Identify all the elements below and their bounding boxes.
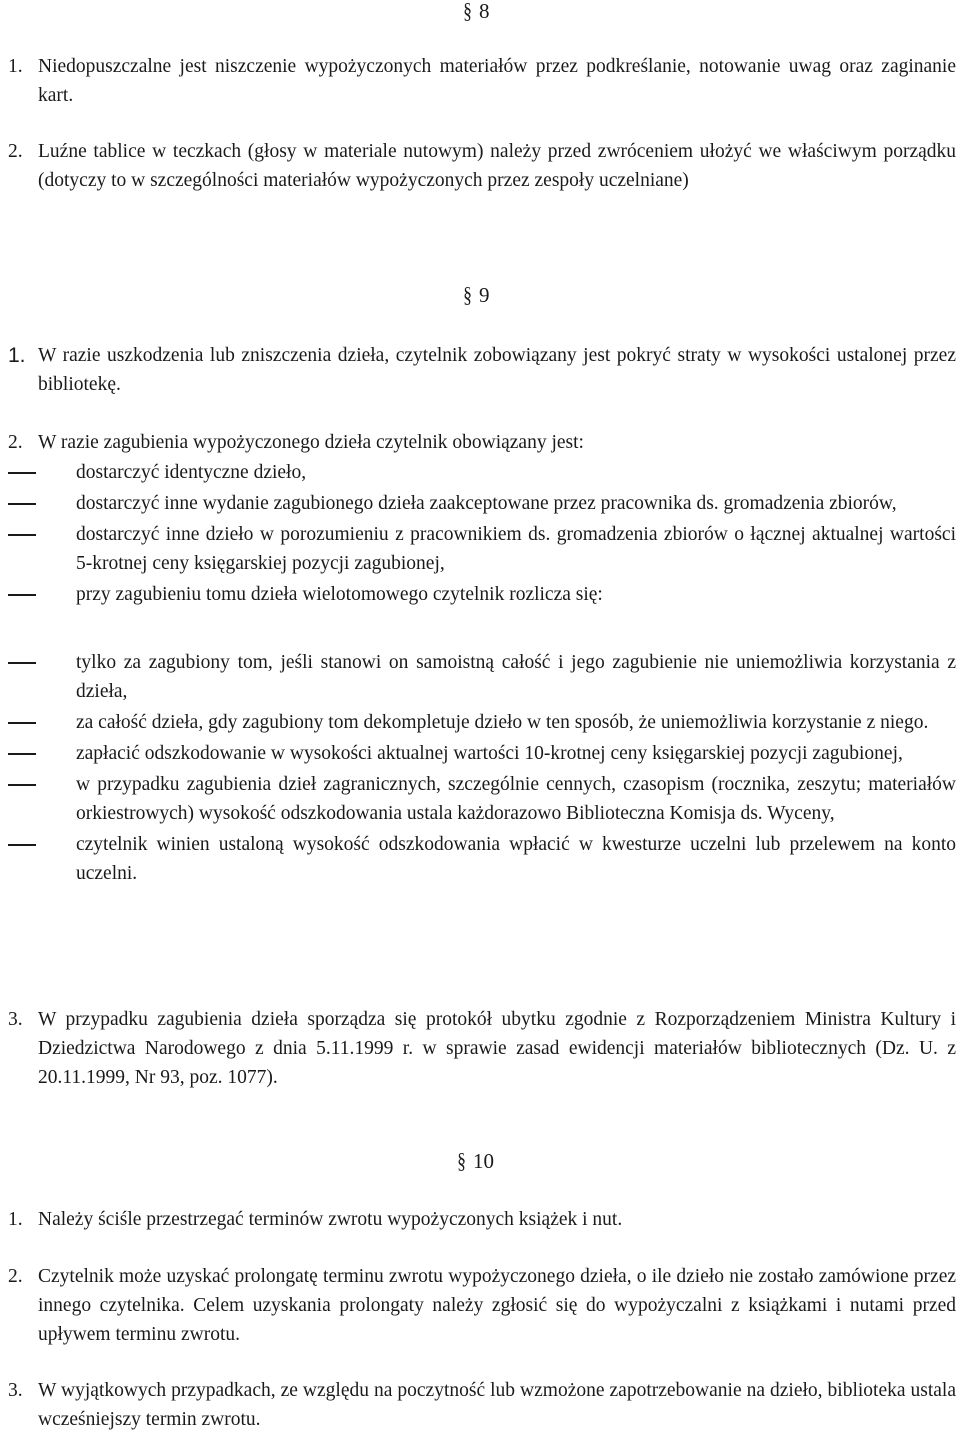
section-10-label: 10 bbox=[473, 1149, 494, 1173]
section-9-list-b bbox=[8, 648, 956, 888]
list-item: dostarczyć inne wydanie zagubionego dzieła zaakceptowane przez pracownika ds. gromadzenia zbiorów, bbox=[8, 489, 956, 518]
list-item: przy zagubieniu tomu dzieła wielotomowego czytelnik rozlicza się: bbox=[8, 580, 956, 609]
section-sign-icon: § bbox=[463, 282, 472, 307]
section-8-label: 8 bbox=[479, 0, 490, 23]
item-text: W razie zagubienia wypożyczonego dzieła czytelnik obowiązany jest: bbox=[38, 432, 584, 453]
section-10-item-1 bbox=[8, 1205, 956, 1234]
list-item: za całość dzieła, gdy zagubiony tom dekompletuje dzieło w ten sposób, że uniemożliwia korzystanie z niego. bbox=[8, 708, 956, 737]
dash-bullet-icon bbox=[8, 472, 36, 474]
item-text: Luźne tablice w teczkach (głosy w materiale nutowym) należy przed zwróceniem ułożyć we właściwym porządku (dotyczy to w szczególności materiałów wypożyczonych przez zespoły uczelniane) bbox=[38, 141, 956, 191]
dash-bullet-icon bbox=[8, 753, 36, 755]
list-item: dostarczyć inne dzieło w porozumieniu z pracownikiem ds. gromadzenia zbiorów o łącznej aktualnej wartości 5-krotnej ceny księgarskiej pozycji zagubionej, bbox=[8, 520, 956, 578]
section-10-item-3 bbox=[8, 1376, 956, 1434]
dash-bullet-icon bbox=[8, 503, 36, 505]
section-8-item-2 bbox=[8, 137, 956, 195]
list-item: zapłacić odszkodowanie w wysokości aktualnej wartości 10-krotnej ceny księgarskiej pozycji zagubionej, bbox=[8, 739, 956, 768]
item-number: 3. bbox=[8, 1009, 23, 1030]
item-number: 2. bbox=[8, 432, 23, 453]
section-9-item-3 bbox=[8, 1005, 956, 1092]
item-number: 2. bbox=[8, 141, 23, 162]
dash-bullet-icon bbox=[8, 594, 36, 596]
item-text: W razie uszkodzenia lub zniszczenia dzieła, czytelnik zobowiązany jest pokryć straty w wysokości ustalonej przez bibliotekę. bbox=[38, 345, 956, 395]
section-10-item-2 bbox=[8, 1262, 956, 1349]
section-9-item-2 bbox=[8, 428, 956, 457]
item-number: 3. bbox=[8, 1380, 23, 1401]
dash-bullet-icon bbox=[8, 722, 36, 724]
list-item: czytelnik winien ustaloną wysokość odszkodowania wpłacić w kwesturze uczelni lub przelewem na konto uczelni. bbox=[8, 830, 956, 888]
list-item: dostarczyć identyczne dzieło, bbox=[8, 458, 956, 487]
item-number: 2. bbox=[8, 1266, 23, 1287]
item-text: W przypadku zagubienia dzieła sporządza się protokół ubytku zgodnie z Rozporządzeniem Ministra Kultury i Dziedzictwa Narodowego z dnia 5.11.1999 r. w sprawie zasad ewidencji materiałów bibliotecznych (Dz. U. z 20.11.1999, Nr 93, poz. 1077). bbox=[38, 1009, 956, 1088]
section-9-list-a bbox=[8, 458, 956, 609]
section-10-heading bbox=[456, 1146, 494, 1176]
section-9-item-1 bbox=[8, 341, 956, 399]
section-sign-icon: § bbox=[463, 0, 472, 23]
item-text: W wyjątkowych przypadkach, ze względu na poczytność lub wzmożone zapotrzebowanie na dzieło, biblioteka ustala wcześniejszy termin zwrotu. bbox=[38, 1380, 956, 1430]
dash-bullet-icon bbox=[8, 662, 36, 664]
list-item: tylko za zagubiony tom, jeśli stanowi on samoistną całość i jego zagubienie nie uniemożliwia korzystania z dzieła, bbox=[8, 648, 956, 706]
dash-bullet-icon bbox=[8, 784, 36, 786]
dash-bullet-icon bbox=[8, 844, 36, 846]
item-number: 1. bbox=[8, 344, 26, 367]
section-9-label: 9 bbox=[479, 283, 490, 307]
item-number: 1. bbox=[8, 56, 23, 77]
section-8-item-1 bbox=[8, 52, 956, 110]
item-text: Niedopuszczalne jest niszczenie wypożyczonych materiałów przez podkreślanie, notowanie uwag oraz zaginanie kart. bbox=[38, 56, 956, 106]
dash-bullet-icon bbox=[8, 534, 36, 536]
section-8-heading bbox=[462, 0, 490, 26]
section-9-heading bbox=[462, 280, 490, 310]
item-number: 1. bbox=[8, 1209, 23, 1230]
item-text: Należy ściśle przestrzegać terminów zwrotu wypożyczonych książek i nut. bbox=[38, 1209, 623, 1230]
item-text: Czytelnik może uzyskać prolongatę terminu zwrotu wypożyczonego dzieła, o ile dzieło nie zostało zamówione przez innego czytelnika. Celem uzyskania prolongaty należy zgłosić się do wypożyczalni z książkami i nutami przed upływem terminu zwrotu. bbox=[38, 1266, 956, 1345]
list-item: w przypadku zagubienia dzieł zagranicznych, szczególnie cennych, czasopism (rocznika, zeszytu; materiałów orkiestrowych) wysokość odszkodowania ustala każdorazowo Biblioteczna Komisja ds. Wyceny, bbox=[8, 770, 956, 828]
section-sign-icon: § bbox=[457, 1148, 466, 1173]
